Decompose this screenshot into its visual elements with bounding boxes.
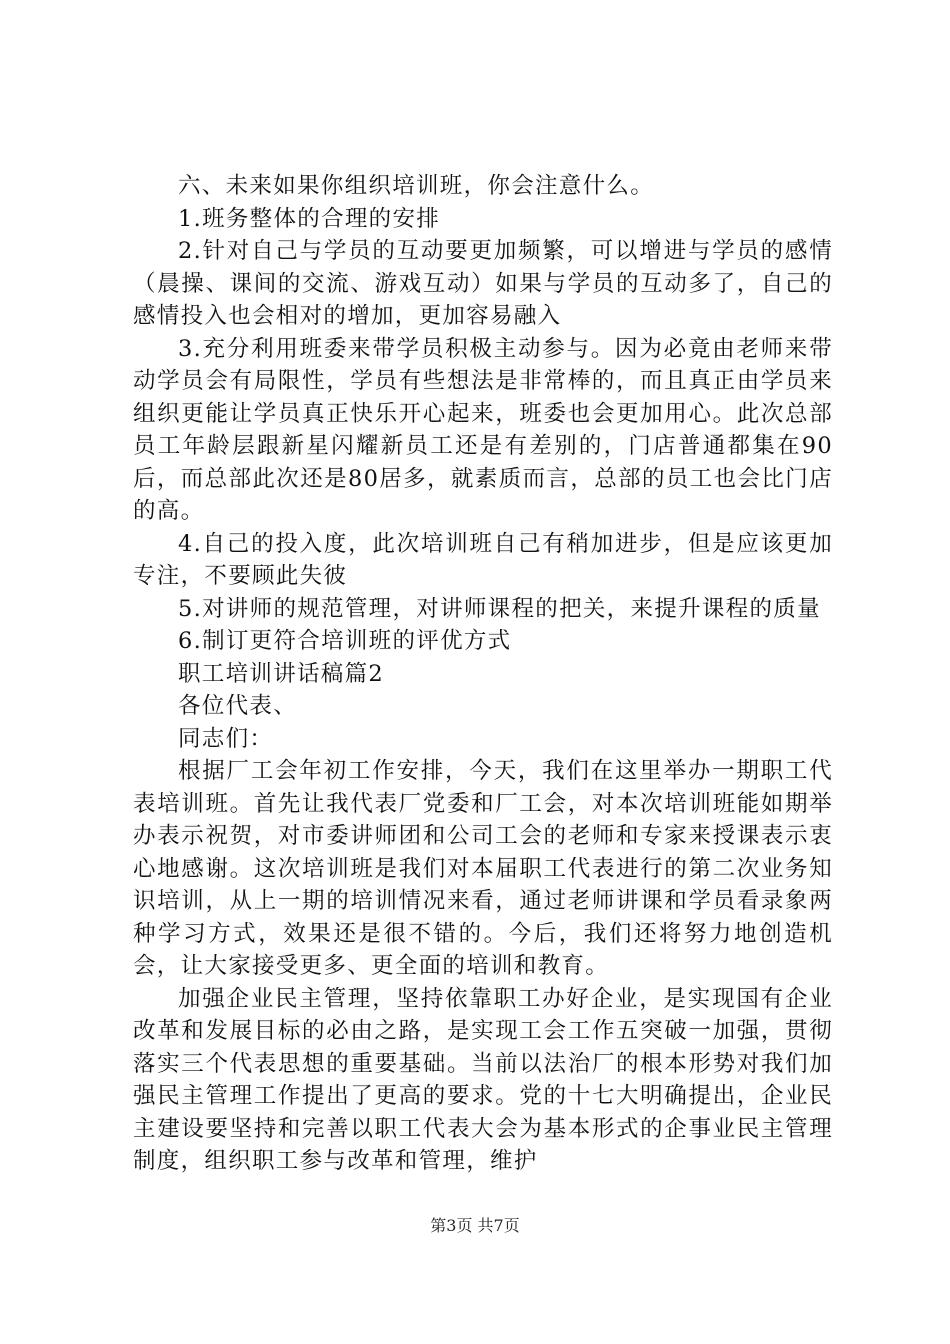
body-paragraph-1: 根据厂工会年初工作安排，今天，我们在这里举办一期职工代表培训班。首先让我代表厂党委和厂工会，对本次培训班能如期举办表示祝贺，对市委讲师团和公司工会的老师和专家来授课表示衷心地感谢。这次培训班是我们对本届职工代表进行的第二次业务知识培训，从上一期的培训情况来看，通过老师讲课和学员看录象两种学习方式，效果还是很不错的。今后，我们还将努力地创造机会，让大家接受更多、更全面的培训和教育。 xyxy=(133,758,833,979)
paragraph-item-6: 6.制订更符合培训班的评优方式 xyxy=(178,628,512,654)
salutation-line-1: 各位代表、 xyxy=(178,693,298,719)
paragraph-item-5: 5.对讲师的规范管理，对讲师课程的把关，来提升课程的质量 xyxy=(178,595,821,622)
paragraph-item-1: 1.班务整体的合理的安排 xyxy=(178,205,441,232)
paragraph-item-3: 3.充分利用班委来带学员积极主动参与。因为必竟由老师来带动学员会有局限性，学员有些想法是非常棒的，而且真正由学员来组织更能让学员真正快乐开心起来，班委也会更加用心。此次总部员工年龄层跟新星闪耀新员工还是有差别的，门店普通都集在90后，而总部此次还是80居多，就素质而言，总部的员工也会比门店的高。 xyxy=(133,335,833,524)
page-number-footer: 第3页 共7页 xyxy=(430,1216,520,1235)
paragraph-heading-six: 六、未来如果你组织培训班，你会注意什么。 xyxy=(178,173,655,199)
paragraph-item-4: 4.自己的投入度，此次培训班自己有稍加进步，但是应该更加专注，不要顾此失彼 xyxy=(133,530,833,589)
paragraph-item-2: 2.针对自己与学员的互动要更加频繁，可以增进与学员的感情（晨操、课间的交流、游戏互动）如果与学员的互动多了，自己的感情投入也会相对的增加，更加容易融入 xyxy=(133,238,833,329)
section-title: 职工培训讲话稿篇2 xyxy=(178,660,385,687)
body-paragraph-2: 加强企业民主管理，坚持依靠职工办好企业，是实现国有企业改革和发展目标的必由之路，是实现工会工作五突破一加强，贯彻落实三个代表思想的重要基础。当前以法治厂的根本形势对我们加强民主管理工作提出了更高的要求。党的十七大明确提出，企业民主建设要坚持和完善以职工代表大会为基本形式的企事业民主管理制度，组织职工参与改革和管理，维护 xyxy=(133,985,833,1174)
document-body xyxy=(133,170,833,1178)
salutation-line-2: 同志们： xyxy=(178,725,274,752)
